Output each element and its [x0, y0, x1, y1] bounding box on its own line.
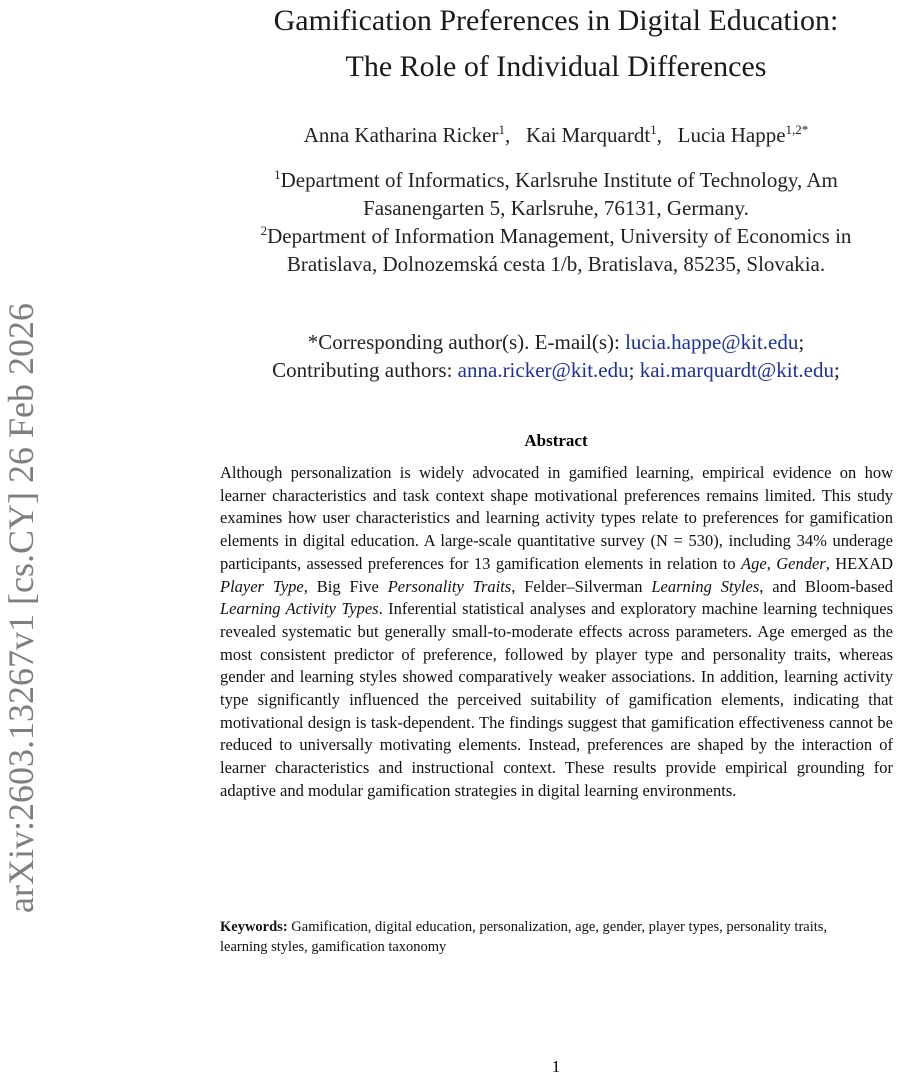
- abstract-segment: , HEXAD: [825, 553, 894, 573]
- arxiv-identifier: arXiv:2603.13267v1 [cs.CY] 26 Feb 2026: [1, 303, 41, 913]
- affiliation-mark: 1: [274, 167, 281, 182]
- author-affiliation-mark: 1,2*: [785, 122, 809, 137]
- contributing-email-link-1[interactable]: anna.ricker@kit.edu: [457, 358, 629, 382]
- abstract-emphasis: Age: [741, 553, 767, 573]
- title-line-1: Gamification Preferences in Digital Education:: [273, 4, 839, 37]
- contributing-label: Contributing authors:: [272, 358, 458, 382]
- page-number: 1: [551, 1057, 561, 1076]
- keywords-list: Gamification, digital education, personalization, age, gender, player types, personality traits, learning styles, gamification taxonomy: [220, 919, 828, 955]
- title-line-2: The Role of Individual Differences: [345, 50, 767, 83]
- author-affiliation-mark: 1: [498, 122, 505, 137]
- contributing-email-link-2[interactable]: kai.marquardt@kit.edu: [639, 358, 834, 382]
- abstract-text: [220, 462, 893, 803]
- author-name: Anna Katharina Ricker: [303, 123, 499, 147]
- abstract-segment: Although personalization is widely advocated in gamified learning, empirical evidence on how learner characteristics and task context shape motivational preferences remains limited. This study examines how user characteristics and learning activity types relate to preferences for gamification elements in digital education. A large-scale quantitative survey (N = 530), including 34% underage participants, assessed preferences for 13 gamification elements in relation to: [220, 463, 893, 573]
- author-name: Kai Marquardt: [525, 123, 651, 147]
- keywords-label: Keywords:: [220, 919, 288, 935]
- punctuation: ;: [833, 358, 840, 382]
- affiliation-line: Department of Information Management, University of Economics in: [267, 224, 852, 248]
- abstract-segment: , Felder–Silverman: [511, 576, 652, 596]
- author-list: Anna Katharina Ricker$^1$, Kai Marquardt$^1$, Lucia Happe$^{1,2*}$: [303, 122, 809, 147]
- abstract-segment: ,: [766, 553, 777, 573]
- author-affiliation-mark: 1: [650, 122, 657, 137]
- corresponding-email-link[interactable]: lucia.happe@kit.edu: [625, 330, 799, 354]
- corresponding-label: *Corresponding author(s). E-mail(s):: [307, 330, 626, 354]
- affiliation-1: [200, 166, 908, 222]
- paper-title: [200, 0, 908, 90]
- keywords: [220, 917, 850, 957]
- abstract-segment: , and Bloom-based: [759, 576, 893, 596]
- abstract-emphasis: Gender: [776, 553, 826, 573]
- affiliation-line: Bratislava, Dolnozemská cesta 1/b, Bratislava, 85235, Slovakia.: [286, 252, 826, 276]
- abstract-emphasis: Personality Traits: [387, 576, 512, 596]
- affiliation-mark: 2: [260, 223, 268, 238]
- abstract-segment: , Big Five: [303, 576, 388, 596]
- abstract-emphasis: Learning Styles: [651, 576, 760, 596]
- punctuation: ;: [628, 358, 640, 382]
- affiliation-line: Fasanengarten 5, Karlsruhe, 76131, Germany.: [363, 196, 749, 220]
- author-name: Lucia Happe: [677, 123, 786, 147]
- affiliation-2: [200, 222, 908, 278]
- abstract-segment: . Inferential statistical analyses and exploratory machine learning techniques revealed systematic but generally small-to-moderate effects across parameters. Age emerged as the most consistent predictor of preference, followed by player type and personality traits, whereas gender and learning styles showed comparatively weaker associations. In addition, learning activity type significantly influenced the perceived suitability of gamification elements, indicating that motivational design is task-dependent. The findings suggest that gamification effectiveness cannot be reduced to universally motivating elements. Instead, preferences are shaped by the interaction of learner characteristics and instructional context. These results provide empirical grounding for adaptive and modular gamification strategies in digital learning environments.: [220, 599, 893, 800]
- abstract-emphasis: Learning Activity Types: [220, 599, 379, 619]
- correspondence-block: [200, 328, 908, 384]
- abstract-heading: Abstract: [524, 431, 588, 450]
- abstract-emphasis: Player Type: [220, 576, 304, 596]
- punctuation: ;: [798, 330, 805, 354]
- affiliation-line: Department of Informatics, Karlsruhe Institute of Technology, Am: [280, 168, 838, 192]
